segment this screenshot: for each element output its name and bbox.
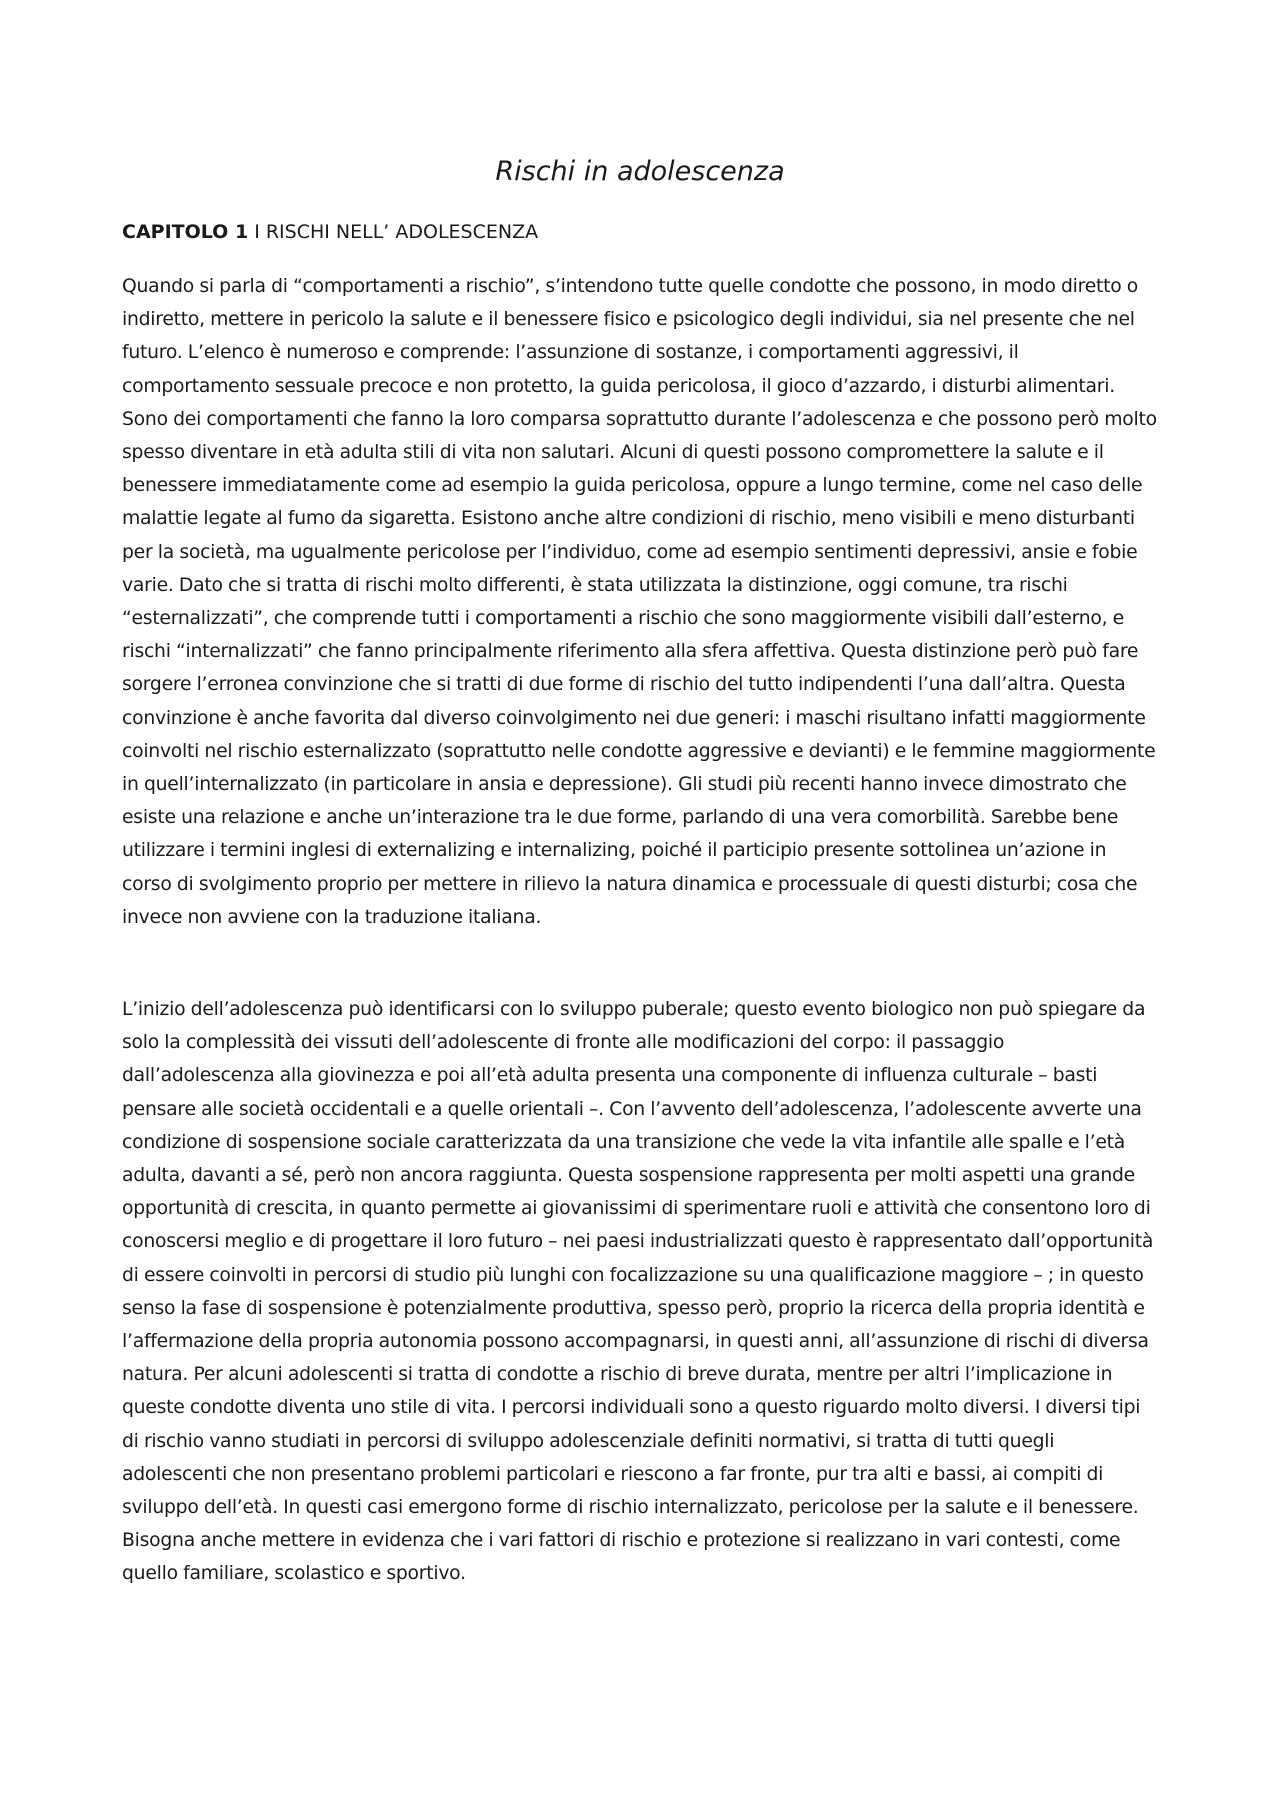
body-paragraph-2: L’inizio dell’adolescenza può identificarsi con lo sviluppo puberale; questo evento biologico non può spiegare da solo la complessità dei vissuti dell’adolescente di fronte alle modificazioni del corpo: il passaggio dall’adolescenza alla giovinezza e poi all’età adulta presenta una componente di influenza culturale – basti pensare alle società occidentali e a quelle orientali –. Con l’avvento dell’adolescenza, l’adolescente avverte una condizione di sospensione sociale caratterizzata da una transizione che vede la vita infantile alle spalle e l’età adulta, davanti a sé, però non ancora raggiunta. Questa sospensione rappresenta per molti aspetti una grande opportunità di crescita, in quanto permette ai giovanissimi di sperimentare ruoli e attività che consentono loro di conoscersi meglio e di progettare il loro futuro – nei paesi industrializzati questo è rappresentato dall’opportunità di essere coinvolti in percorsi di studio più lunghi con focalizzazione su una qualificazione maggiore – ; in questo senso la fase di sospensione è potenzialmente produttiva, spesso però, proprio la ricerca della propria identità e l’affermazione della propria autonomia possono accompagnarsi, in questi anni, all’assunzione di rischi di diversa natura. Per alcuni adolescenti si tratta di condotte a rischio di breve durata, mentre per altri l’implicazione in queste condotte diventa uno stile di vita. I percorsi individuali sono a questo riguardo molto diversi. I diversi tipi di rischio vanno studiati in percorsi di sviluppo adolescenziale definiti normativi, si tratta di tutti quegli adolescenti che non presentano problemi particolari e riescono a far fronte, pur tra alti e bassi, ai compiti di sviluppo dell’età. In questi casi emergono forme di rischio internalizzato, pericolose per la salute e il benessere. Bisogna anche mettere in evidenza che i vari fattori di rischio e protezione si realizzano in vari contesti, come quello familiare, scolastico e sportivo. [122,999,1154,1585]
document-title: Rischi in adolescenza [495,156,785,187]
body-paragraph-1: Quando si parla di “comportamenti a rischio”, s’intendono tutte quelle condotte che possono, in modo diretto o indiretto, mettere in pericolo la salute e il benessere fisico e psicologico degli individui, sia nel presente che nel futuro. L’elenco è numeroso e comprende: l’assunzione di sostanze, i comportamenti aggressivi, il comportamento sessuale precoce e non protetto, la guida pericolosa, il gioco d’azzardo, i disturbi alimentari. Sono dei comportamenti che fanno la loro comparsa soprattutto durante l’adolescenza e che possono però molto spesso diventare in età adulta stili di vita non salutari. Alcuni di questi possono compromettere la salute e il benessere immediatamente come ad esempio la guida pericolosa, oppure a lungo termine, come nel caso delle malattie legate al fumo da sigaretta. Esistono anche altre condizioni di rischio, meno visibili e meno disturbanti per la società, ma ugualmente pericolose per l’individuo, come ad esempio sentimenti depressivi, ansie e fobie varie. Dato che si tratta di rischi molto differenti, è stata utilizzata la distinzione, oggi comune, tra rischi “esternalizzati”, che comprende tutti i comportamenti a rischio che sono maggiormente visibili dall’esterno, e rischi “internalizzati” che fanno principalmente riferimento alla sfera affettiva. Questa distinzione però può fare sorgere l’erronea convinzione che si tratti di due forme di rischio del tutto indipendenti l’una dall’altra. Questa convinzione è anche favorita dal diverso coinvolgimento nei due generi: i maschi risultano infatti maggiormente coinvolti nel rischio esternalizzato (soprattutto nelle condotte aggressive e devianti) e le femmine maggiormente in quell’internalizzato (in particolare in ansia e depressione). Gli studi più recenti hanno invece dimostrato che esiste una relazione e anche un’interazione tra le due forme, parlando di una vera comorbilità. Sarebbe bene utilizzare i termini inglesi di externalizing e internalizing, poiché il participio presente sottolinea un’azione in corso di svolgimento proprio per mettere in rilievo la natura dinamica e processuale di questi disturbi; cosa che invece non avviene con la traduzione italiana. [122,276,1157,928]
chapter-heading [122,218,538,246]
chapter-number: CAPITOLO 1 [122,221,249,243]
chapter-title: I RISCHI NELL’ ADOLESCENZA [248,221,539,243]
